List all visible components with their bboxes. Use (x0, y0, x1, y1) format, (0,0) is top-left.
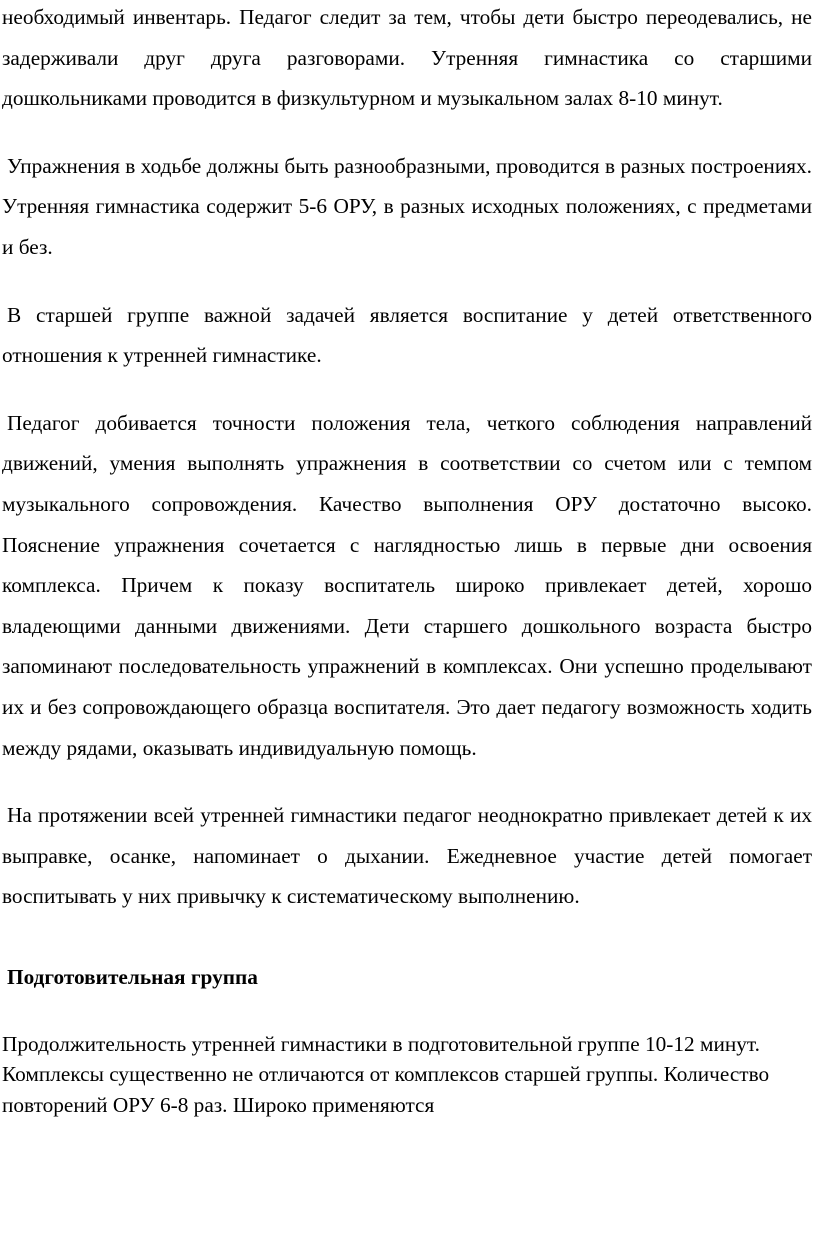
section-heading-preparatory-group: Подготовительная группа (7, 964, 258, 989)
paragraph-walking-exercises: Упражнения в ходьбе должны быть разнообразными, проводится в разных построениях. Утренняя гимнастика содержит 5-6 ОРУ, в разных исходных положениях, с предметами и без. (2, 153, 812, 259)
paragraph-senior-group-task: В старшей группе важной задачей является воспитание у детей ответственного отношения к утренней гимнастике. (2, 302, 812, 368)
paragraph-preparatory-group-duration: Продолжительность утренней гимнастики в подготовительной группе 10-12 минут. Комплексы существенно не отличаются от комплексов старшей группы. Количество повторений ОРУ 6-8 раз. Широко применяются (2, 1031, 770, 1117)
paragraph-posture-breathing: На протяжении всей утренней гимнастики педагог неоднократно привлекает детей к их выправке, осанке, напоминает о дыхании. Ежедневное участие детей помогает воспитывать у них привычку к систематическому выполнению. (2, 803, 812, 909)
paragraph-morning-exercise-intro: необходимый инвентарь. Педагог следит за тем, чтобы дети быстро переодевались, не задерживали друг друга разговорами. Утренняя гимнастика со старшими дошкольниками проводится в физкультурном и музыкальном залах 8-10 минут. (2, 5, 812, 111)
paragraph-teacher-precision: Педагог добивается точности положения тела, четкого соблюдения направлений движений, умения выполнять упражнения в соответствии со счетом или с темпом музыкального сопровождения. Качество выполнения ОРУ достаточно высоко. Пояснение упражнения сочетается с наглядностью лишь в первые дни освоения комплекса. Причем к показу воспитатель широко привлекает детей, хорошо владеющими данными движениями. Дети старшего дошкольного возраста быстро запоминают последовательность упражнений в комплексах. Они успешно проделывают их и без сопровождающего образца воспитателя. Это дает педагогу возможность ходить между рядами, оказывать индивидуальную помощь. (2, 410, 812, 760)
document-page (2, 0, 812, 1120)
